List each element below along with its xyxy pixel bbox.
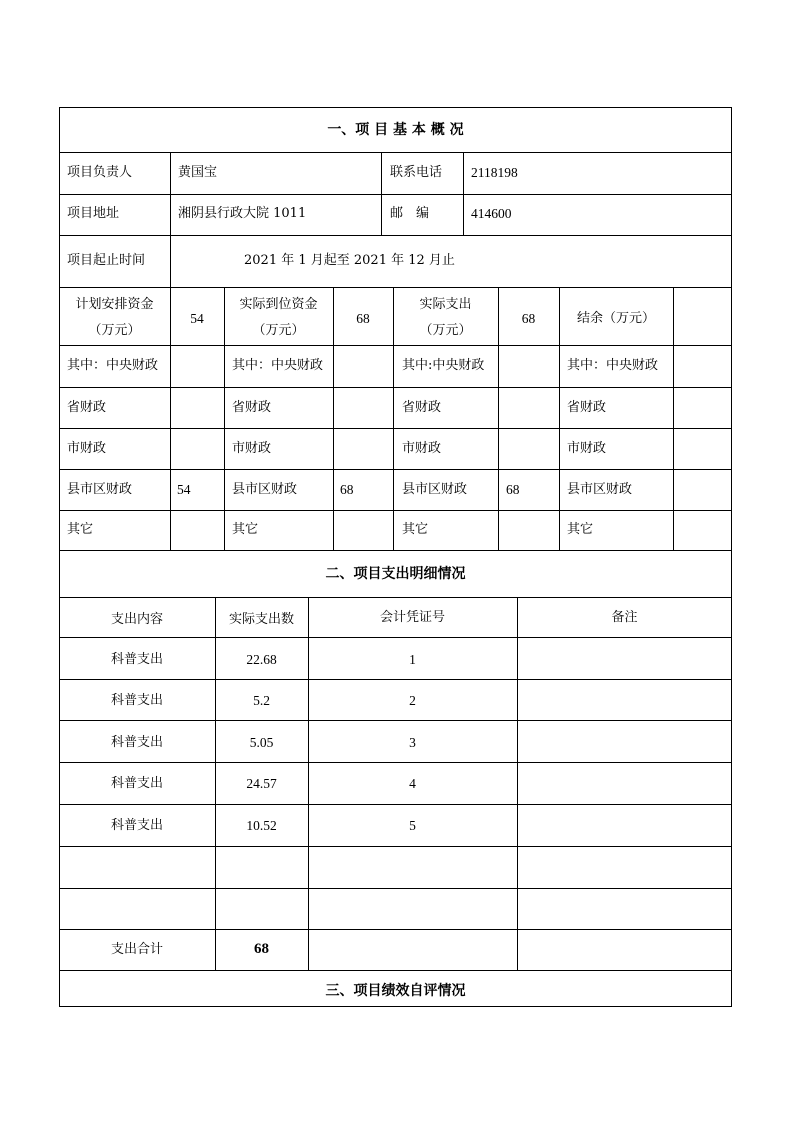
- planned-value: 54: [190, 311, 204, 326]
- expense-amount: 22.68: [246, 652, 277, 667]
- expense-amount: 24.57: [246, 776, 277, 791]
- county-label: 县市区财政: [67, 482, 133, 497]
- expense-content: 科普支出: [110, 693, 163, 708]
- divider: [59, 550, 732, 551]
- section3-title: 三、项目绩效自评情况: [325, 983, 466, 999]
- divider: [59, 469, 732, 470]
- expense-content: 科普支出: [110, 735, 163, 750]
- central-label: 其中:中央财政: [402, 358, 485, 373]
- column-header: 支出内容: [110, 612, 163, 627]
- divider: [59, 235, 732, 236]
- received-unit: （万元）: [252, 323, 305, 338]
- expense-voucher: 3: [409, 735, 416, 750]
- expense-amount: 5.2: [253, 693, 270, 708]
- total-label: 支出合计: [110, 942, 163, 957]
- city-label: 市财政: [402, 441, 442, 456]
- divider: [381, 152, 382, 235]
- divider: [59, 679, 732, 680]
- other-label: 其它: [402, 522, 429, 537]
- divider: [59, 597, 732, 598]
- divider: [59, 152, 732, 153]
- province-label: 省财政: [567, 400, 607, 415]
- period-value: 2021 年 1 月起至 2021 年 12 月止: [244, 253, 455, 268]
- divider: [673, 287, 674, 550]
- central-label: 其中：中央财政: [567, 358, 659, 373]
- received-label: 实际到位资金: [239, 297, 318, 312]
- province-label: 省财政: [232, 400, 272, 415]
- expense-content: 科普支出: [110, 652, 163, 667]
- period-label: 项目起止时间: [67, 253, 146, 268]
- postcode-label: 邮 编: [390, 206, 430, 221]
- divider: [463, 152, 464, 235]
- county-label: 县市区财政: [567, 482, 633, 497]
- total-value: 68: [254, 941, 269, 957]
- column-header: 实际支出数: [228, 612, 294, 627]
- city-label: 市财政: [67, 441, 107, 456]
- postcode-value: 414600: [471, 206, 512, 221]
- received-value: 68: [356, 311, 370, 326]
- expense-amount: 5.05: [249, 735, 274, 750]
- column-header: 备注: [611, 610, 638, 625]
- spent-label: 实际支出: [419, 297, 472, 312]
- divider: [59, 387, 732, 388]
- divider: [59, 194, 732, 195]
- divider: [59, 888, 732, 889]
- divider: [59, 428, 732, 429]
- divider: [59, 804, 732, 805]
- planned-unit: （万元）: [88, 323, 141, 338]
- county-label: 县市区财政: [402, 482, 468, 497]
- expense-content: 科普支出: [110, 818, 163, 833]
- expense-voucher: 2: [409, 693, 416, 708]
- divider: [59, 846, 732, 847]
- section2-title: 二、项目支出明细情况: [325, 566, 466, 582]
- other-label: 其它: [67, 522, 94, 537]
- divider: [170, 152, 171, 287]
- expense-voucher: 1: [409, 652, 416, 667]
- spent-unit: （万元）: [419, 323, 472, 338]
- leader-value: 黄国宝: [178, 165, 218, 180]
- expense-amount: 10.52: [246, 818, 277, 833]
- province-label: 省财政: [67, 400, 107, 415]
- county-planned: 54: [177, 482, 191, 497]
- phone-label: 联系电话: [390, 165, 443, 180]
- central-label: 其中：中央财政: [232, 358, 324, 373]
- address-label: 项目地址: [67, 206, 120, 221]
- section1-title: 一、项 目 基 本 概 况: [327, 122, 464, 138]
- city-label: 市财政: [567, 441, 607, 456]
- divider: [59, 345, 732, 346]
- county-spent: 68: [506, 482, 520, 497]
- phone-value: 2118198: [471, 165, 518, 180]
- divider: [59, 510, 732, 511]
- county-label: 县市区财政: [232, 482, 298, 497]
- table-frame: [59, 107, 732, 1007]
- balance-label: 结余（万元）: [576, 311, 655, 326]
- planned-label: 计划安排资金: [75, 297, 154, 312]
- central-label: 其中：中央财政: [67, 358, 159, 373]
- divider: [59, 287, 732, 288]
- expense-content: 科普支出: [110, 776, 163, 791]
- divider: [59, 762, 732, 763]
- address-value: 湘阴县行政大院 1011: [178, 206, 307, 221]
- leader-label: 项目负责人: [67, 165, 133, 180]
- county-received: 68: [340, 482, 354, 497]
- city-label: 市财政: [232, 441, 272, 456]
- expense-voucher: 5: [409, 818, 416, 833]
- other-label: 其它: [232, 522, 259, 537]
- expense-voucher: 4: [409, 776, 416, 791]
- divider: [59, 970, 732, 971]
- divider: [59, 720, 732, 721]
- spent-value: 68: [521, 311, 536, 326]
- divider: [59, 929, 732, 930]
- province-label: 省财政: [402, 400, 442, 415]
- divider: [517, 597, 518, 970]
- divider: [59, 637, 732, 638]
- column-header: 会计凭证号: [379, 610, 445, 625]
- other-label: 其它: [567, 522, 594, 537]
